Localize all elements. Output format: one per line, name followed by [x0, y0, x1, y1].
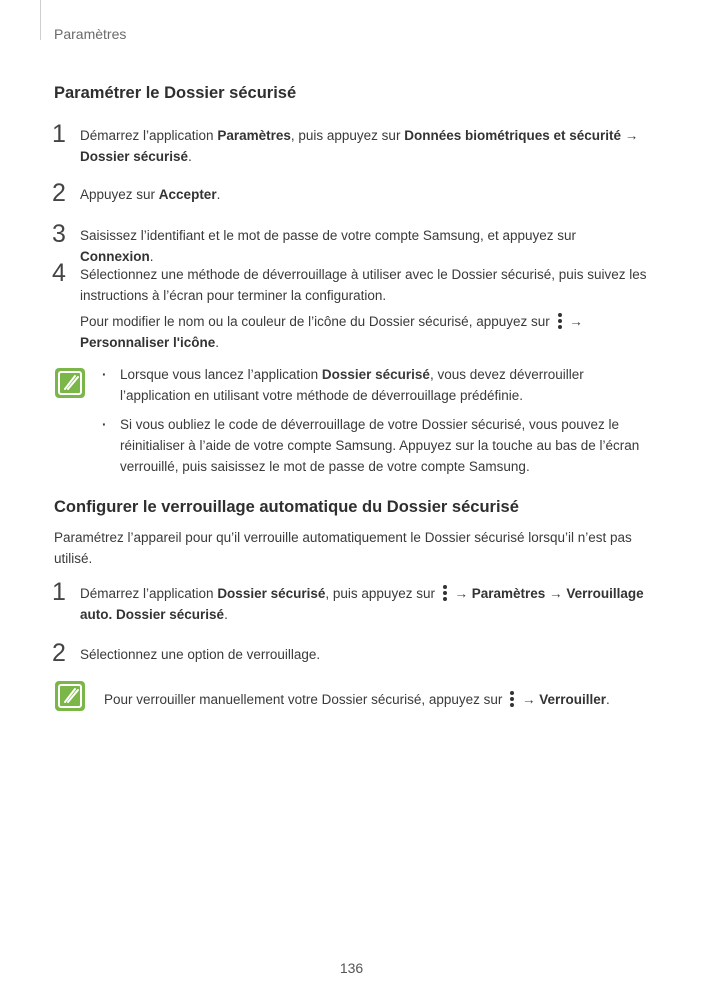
step-text: Sélectionnez une méthode de déverrouillage à utiliser avec le Dossier sécurisé, puis suivez les instructions à l’écran pour terminer la configuration. — [80, 267, 647, 303]
note-bullet: · Si vous oubliez le code de déverrouillage de votre Dossier sécurisé, vous pouvez le réinitialiser à l’aide de votre compte Samsung. Appuyez sur la touche au bas de l’écran verrouillé, puis saisissez le mot de passe de votre compte Samsung. — [100, 414, 650, 477]
more-options-icon — [508, 690, 516, 708]
margin-rule — [40, 0, 41, 40]
running-header: Paramètres — [54, 26, 127, 42]
step-number: 1 — [52, 120, 66, 148]
more-options-icon — [556, 312, 564, 330]
step-subtext: Pour modifier le nom ou la couleur de l’icône du Dossier sécurisé, appuyez sur → Personnaliser l'icône. — [80, 314, 583, 350]
step-text: Appuyez sur Accepter. — [80, 187, 221, 202]
step-number: 2 — [52, 639, 66, 667]
section-intro: Paramétrez l’appareil pour qu’il verrouille automatiquement le Dossier sécurisé lorsqu’il n’est pas utilisé. — [54, 530, 632, 566]
note-icon — [54, 680, 86, 712]
more-options-icon — [441, 584, 449, 602]
note-bullet: · Lorsque vous lancez l’application Dossier sécurisé, vous devez déverrouiller l’application en utilisant votre méthode de déverrouillage prédéfinie. — [100, 364, 650, 406]
step-number: 2 — [52, 179, 66, 207]
step-text: Saisissez l’identifiant et le mot de passe de votre compte Samsung, et appuyez sur Connexion. — [80, 228, 577, 264]
step-text: Démarrez l’application Paramètres, puis appuyez sur Données biométriques et sécurité → Dossier sécurisé. — [80, 128, 639, 164]
note-list — [100, 364, 650, 485]
page-number: 136 — [339, 960, 364, 976]
step-text: Démarrez l’application Dossier sécurisé, puis appuyez sur → Paramètres → Verrouillage auto. Dossier sécurisé. — [80, 586, 644, 622]
step-text: Sélectionnez une option de verrouillage. — [80, 647, 321, 662]
section-title-autolock: Configurer le verrouillage automatique du Dossier sécurisé — [54, 498, 519, 516]
step-number: 4 — [52, 259, 66, 287]
note-icon — [54, 367, 86, 399]
step-number: 3 — [52, 220, 66, 248]
step-number: 1 — [52, 578, 66, 606]
section-title-setup: Paramétrer le Dossier sécurisé — [54, 84, 297, 102]
note-text: Pour verrouiller manuellement votre Dossier sécurisé, appuyez sur → Verrouiller. — [104, 692, 610, 707]
